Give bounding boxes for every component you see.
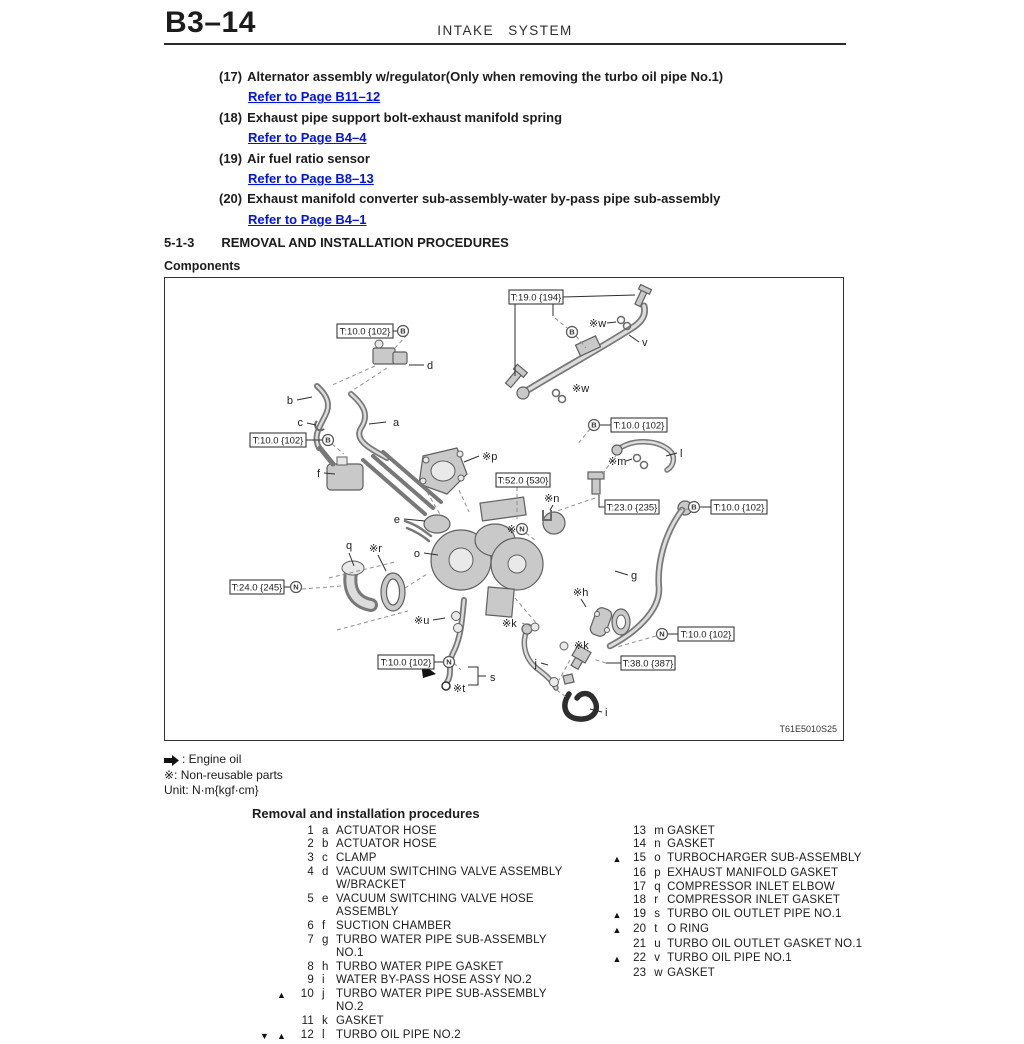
legend-non-reusable-text: ※: Non-reusable parts (164, 767, 283, 782)
legend-unit (164, 783, 846, 799)
label-j: j (534, 658, 537, 671)
part-number: 1 (307, 824, 314, 837)
step-number: (17) (219, 69, 243, 84)
step-text: Air fuel ratio sensor (247, 150, 370, 166)
parts-row (260, 920, 572, 934)
part-water-pipe-j (522, 623, 596, 719)
svg-text:T:10.0 {102}: T:10.0 {102} (680, 629, 732, 641)
parts-column-right (597, 825, 897, 1044)
parts-row (260, 866, 572, 893)
torque-label (657, 627, 735, 641)
reverse-order-triangle-icon (260, 961, 277, 975)
install-order-triangle-icon (277, 920, 294, 934)
parts-row (260, 961, 572, 975)
part-letter: q (654, 880, 661, 893)
part-letter: b (322, 838, 329, 851)
label-k: ※k (502, 618, 517, 631)
part-number: 3 (307, 851, 314, 864)
label-v: v (642, 337, 648, 350)
label-c: c (297, 417, 303, 430)
part-number: 4 (307, 865, 314, 878)
svg-text:T:52.0 {530}: T:52.0 {530} (497, 475, 549, 487)
part-number: 7 (307, 933, 314, 946)
svg-text:B: B (325, 435, 331, 445)
install-order-triangle-icon (613, 938, 629, 952)
part-number: 6 (307, 919, 314, 932)
part-name: TURBO OIL PIPE NO.2 (336, 1028, 461, 1041)
parts-row (260, 934, 572, 961)
install-order-triangle-icon (277, 934, 294, 961)
part-name: WATER BY-PASS HOSE ASSY NO.2 (336, 974, 532, 987)
parts-column-left (260, 825, 572, 1044)
part-name: COMPRESSOR INLET ELBOW (667, 880, 835, 893)
part-number: 23 (633, 966, 647, 979)
part-name: COMPRESSOR INLET GASKET (667, 894, 841, 907)
torque-label (230, 580, 302, 594)
part-number: 2 (307, 838, 314, 851)
reverse-order-triangle-icon (260, 838, 277, 852)
svg-text:N: N (293, 582, 299, 592)
part-number: 9 (307, 974, 314, 987)
part-letter: d (322, 865, 329, 878)
components-diagram (164, 277, 844, 741)
reverse-order-triangle-icon (260, 893, 277, 920)
install-order-triangle-icon (277, 1015, 294, 1029)
parts-row (260, 825, 572, 839)
part-letter: e (322, 892, 329, 905)
reverse-order-triangle-icon (597, 908, 613, 923)
install-order-triangle-icon: ▲ (612, 954, 622, 965)
svg-text:N: N (446, 657, 452, 667)
label-b: b (286, 395, 293, 408)
reverse-order-triangle-icon (597, 923, 613, 938)
part-vsv-and-hoses (315, 340, 407, 490)
part-number: 12 (300, 1028, 314, 1041)
install-order-triangle-icon (613, 894, 629, 908)
reverse-order-triangle-icon (260, 825, 277, 839)
install-order-triangle-icon (277, 893, 294, 920)
part-letter: g (322, 933, 329, 946)
label-t: ※t (453, 683, 466, 696)
install-order-triangle-icon (277, 838, 294, 852)
svg-text:B: B (591, 420, 597, 430)
torque-label (378, 655, 455, 669)
svg-text:T:23.0 {235}: T:23.0 {235} (606, 502, 658, 514)
label-s: s (490, 672, 496, 685)
step-17 (219, 67, 846, 87)
section-title: REMOVAL AND INSTALLATION PROCEDURES (221, 235, 509, 251)
part-number: 5 (307, 892, 314, 905)
step-text: Alternator assembly w/regulator(Only when removing the turbo oil pipe No.1) (247, 69, 724, 84)
part-letter: v (654, 951, 661, 964)
install-order-triangle-icon: ▲ (612, 925, 622, 936)
part-name: VACUUM SWITCHING VALVE ASSEMBLY W/BRACKET (336, 865, 563, 892)
reverse-order-triangle-icon (597, 825, 613, 839)
install-order-triangle-icon: ▲ (612, 854, 622, 865)
install-order-triangle-icon (277, 961, 294, 975)
part-number: 21 (633, 938, 647, 950)
part-letter: j (322, 987, 325, 1000)
label-o: o (413, 548, 420, 561)
torque-label (689, 500, 768, 514)
reverse-order-triangle-icon: ▼ (260, 1031, 270, 1042)
label-m: ※m (608, 456, 627, 469)
install-order-triangle-icon (277, 852, 294, 866)
parts-list-heading: Removal and installation procedures (252, 805, 480, 821)
step-text: Exhaust manifold converter sub-assembly-water by-pass pipe sub-assembly (247, 191, 721, 207)
engine-oil-arrow-icon (164, 755, 180, 766)
part-name: EXHAUST MANIFOLD GASKET (667, 867, 839, 880)
svg-text:T:10.0 {102}: T:10.0 {102} (252, 435, 304, 447)
part-name: TURBO OIL PIPE NO.1 (667, 951, 792, 964)
parts-row (597, 952, 897, 967)
part-name: GASKET (336, 1015, 384, 1028)
reverse-order-triangle-icon (260, 934, 277, 961)
part-name: TURBO WATER PIPE SUB-ASSEMBLY NO.2 (336, 987, 547, 1014)
install-order-triangle-icon (277, 825, 294, 839)
label-l: l (680, 448, 683, 461)
reverse-order-triangle-icon (597, 938, 613, 952)
parts-row (597, 838, 897, 852)
components-label: Components (164, 259, 241, 274)
label-k: ※k (574, 640, 589, 653)
legend-non-reusable (164, 768, 846, 784)
reverse-order-triangle-icon (260, 1015, 277, 1029)
part-inlet-elbow (342, 561, 405, 611)
reverse-order-triangle-icon (260, 866, 277, 893)
page-title: INTAKE SYSTEM (437, 23, 573, 38)
label-h: ※h (573, 587, 589, 600)
label-i: i (605, 707, 608, 720)
refer-link-b4-1[interactable]: Refer to Page B4–1 (248, 211, 367, 227)
part-letter: m (654, 824, 665, 837)
diagram-legend (164, 752, 846, 799)
reverse-order-triangle-icon (260, 920, 277, 934)
part-number: 22 (633, 951, 647, 964)
parts-row (597, 967, 897, 981)
part-name: TURBO OIL OUTLET GASKET NO.1 (667, 938, 863, 950)
parts-row (597, 908, 897, 923)
parts-row (260, 988, 572, 1015)
install-order-triangle-icon (613, 967, 629, 981)
svg-text:T:19.0 {194}: T:19.0 {194} (510, 292, 562, 304)
svg-text:N: N (519, 524, 525, 534)
part-name: TURBO OIL OUTLET PIPE NO.1 (667, 907, 842, 920)
reverse-order-triangle-icon (597, 852, 613, 867)
refer-link-b8-13[interactable]: Refer to Page B8–13 (248, 171, 374, 187)
step-number: (20) (219, 191, 243, 207)
parts-row (260, 838, 572, 852)
part-name: ACTUATOR HOSE (336, 824, 437, 837)
legend-engine-oil (164, 752, 846, 768)
part-letter: i (322, 974, 325, 987)
install-order-triangle-icon (613, 881, 629, 895)
svg-text:B: B (400, 326, 406, 336)
part-name: TURBO WATER PIPE GASKET (336, 960, 504, 973)
svg-text:B: B (691, 502, 697, 512)
part-name: CLAMP (336, 851, 377, 864)
part-letter: s (654, 907, 661, 920)
exploded-view-diagram (165, 278, 840, 737)
parts-row (597, 867, 897, 881)
reverse-order-triangle-icon (597, 838, 613, 852)
removal-steps (164, 67, 846, 230)
svg-text:T:10.0 {102}: T:10.0 {102} (339, 326, 391, 338)
part-number: 20 (633, 922, 647, 935)
legend-engine-oil-text: : Engine oil (182, 752, 242, 767)
parts-row (597, 881, 897, 895)
step-number: (19) (219, 150, 243, 166)
part-number: 11 (301, 1015, 314, 1028)
part-name: GASKET (667, 966, 715, 979)
parts-row (597, 894, 897, 908)
page-code: B3–14 (165, 6, 256, 39)
part-name: GASKET (667, 824, 715, 837)
parts-row (260, 1029, 572, 1044)
label-w: ※w (589, 318, 607, 331)
reverse-order-triangle-icon (260, 974, 277, 988)
reverse-order-triangle-icon (597, 867, 613, 881)
reverse-order-triangle-icon (260, 852, 277, 866)
reverse-order-triangle-icon (597, 881, 613, 895)
part-number: 13 (633, 824, 647, 837)
step-20 (219, 189, 846, 209)
page-content (164, 0, 863, 1044)
part-number: 16 (633, 867, 647, 880)
parts-row (260, 974, 572, 988)
label-d: d (427, 360, 434, 373)
part-number: 8 (307, 960, 314, 973)
part-letter: u (654, 938, 661, 950)
part-name: TURBOCHARGER SUB-ASSEMBLY (667, 851, 862, 864)
install-order-triangle-icon (277, 974, 294, 988)
step-18 (219, 108, 846, 128)
part-number: 18 (633, 894, 647, 907)
label-g: g (631, 570, 638, 583)
reverse-order-triangle-icon (597, 967, 613, 981)
step-19 (219, 149, 846, 169)
install-order-triangle-icon: ▲ (612, 910, 622, 921)
reverse-order-triangle-icon (597, 952, 613, 967)
parts-row (597, 852, 897, 867)
svg-text:N: N (659, 629, 665, 639)
part-water-pipe-gasket (589, 606, 630, 638)
part-oil-outlet-pipe (413, 600, 464, 690)
part-number: 15 (633, 851, 647, 864)
part-letter: f (322, 919, 326, 932)
label-p: ※p (482, 451, 498, 464)
label-u: ※u (414, 615, 430, 628)
part-letter: t (654, 922, 658, 935)
part-letter: c (322, 851, 328, 864)
torque-label (250, 433, 334, 447)
install-order-triangle-icon (613, 838, 629, 852)
label-q: q (345, 540, 353, 553)
parts-row (597, 923, 897, 938)
install-order-triangle-icon (613, 867, 629, 881)
install-order-triangle-icon: ▲ (277, 1031, 287, 1042)
torque-label (599, 495, 659, 514)
torque-label (589, 418, 668, 432)
label-n: ※n (544, 493, 560, 506)
part-letter: a (322, 824, 329, 837)
refer-link-b11-12[interactable]: Refer to Page B11–12 (248, 89, 381, 105)
label-f: f (316, 468, 320, 481)
part-letter: r (654, 894, 659, 907)
torque-label (606, 656, 675, 670)
svg-text:T:10.0 {102}: T:10.0 {102} (613, 420, 665, 432)
label-w: ※w (572, 383, 590, 396)
step-number: (18) (219, 109, 243, 125)
svg-text:T:10.0 {102}: T:10.0 {102} (713, 502, 765, 514)
install-order-triangle-icon (613, 825, 629, 839)
label-e: e (393, 514, 400, 527)
part-letter: k (322, 1015, 328, 1028)
part-number: 10 (300, 987, 314, 1000)
reverse-order-triangle-icon (597, 894, 613, 908)
install-order-triangle-icon (277, 866, 294, 893)
part-name: SUCTION CHAMBER (336, 919, 452, 932)
torque-label (337, 324, 409, 338)
page-header (164, 0, 846, 45)
svg-text:T:10.0 {102}: T:10.0 {102} (380, 657, 432, 669)
parts-row (260, 1015, 572, 1029)
part-number: 14 (633, 838, 647, 851)
part-letter: p (654, 867, 661, 880)
parts-row (597, 825, 897, 839)
legend-unit-text: Unit: N·m{kgf·cm} (164, 783, 259, 798)
part-name: ACTUATOR HOSE (336, 838, 437, 851)
label-a: a (393, 417, 400, 430)
part-letter: l (322, 1028, 325, 1041)
label-r: ※r (369, 543, 382, 556)
part-number: 17 (633, 880, 647, 893)
part-letter: o (654, 851, 661, 864)
parts-row (260, 852, 572, 866)
part-letter: n (654, 838, 661, 851)
part-number: 19 (633, 907, 647, 920)
step-text: Exhaust pipe support bolt-exhaust manifold spring (247, 109, 563, 125)
install-order-triangle-icon: ▲ (277, 990, 287, 1001)
section-code: 5-1-3 (164, 235, 195, 251)
parts-row (260, 893, 572, 920)
parts-row (597, 938, 897, 952)
refer-link-b4-4[interactable]: Refer to Page B4–4 (248, 130, 367, 146)
figure-code: T61E5010S25 (779, 724, 837, 735)
part-letter: h (322, 960, 329, 973)
non-reusable-mark: ※ (507, 524, 517, 537)
part-name: VACUUM SWITCHING VALVE HOSE ASSEMBLY (336, 892, 534, 919)
parts-list (260, 824, 863, 1044)
svg-text:B: B (569, 327, 575, 337)
part-name: GASKET (667, 838, 715, 851)
part-name: O RING (667, 922, 710, 935)
part-letter: w (654, 966, 663, 979)
svg-text:T:38.0 {387}: T:38.0 {387} (622, 658, 674, 670)
part-name: TURBO WATER PIPE SUB-ASSEMBLY NO.1 (336, 933, 547, 960)
svg-text:T:24.0 {245}: T:24.0 {245} (231, 582, 283, 594)
section-heading (164, 235, 846, 250)
reverse-order-triangle-icon (260, 988, 277, 1015)
